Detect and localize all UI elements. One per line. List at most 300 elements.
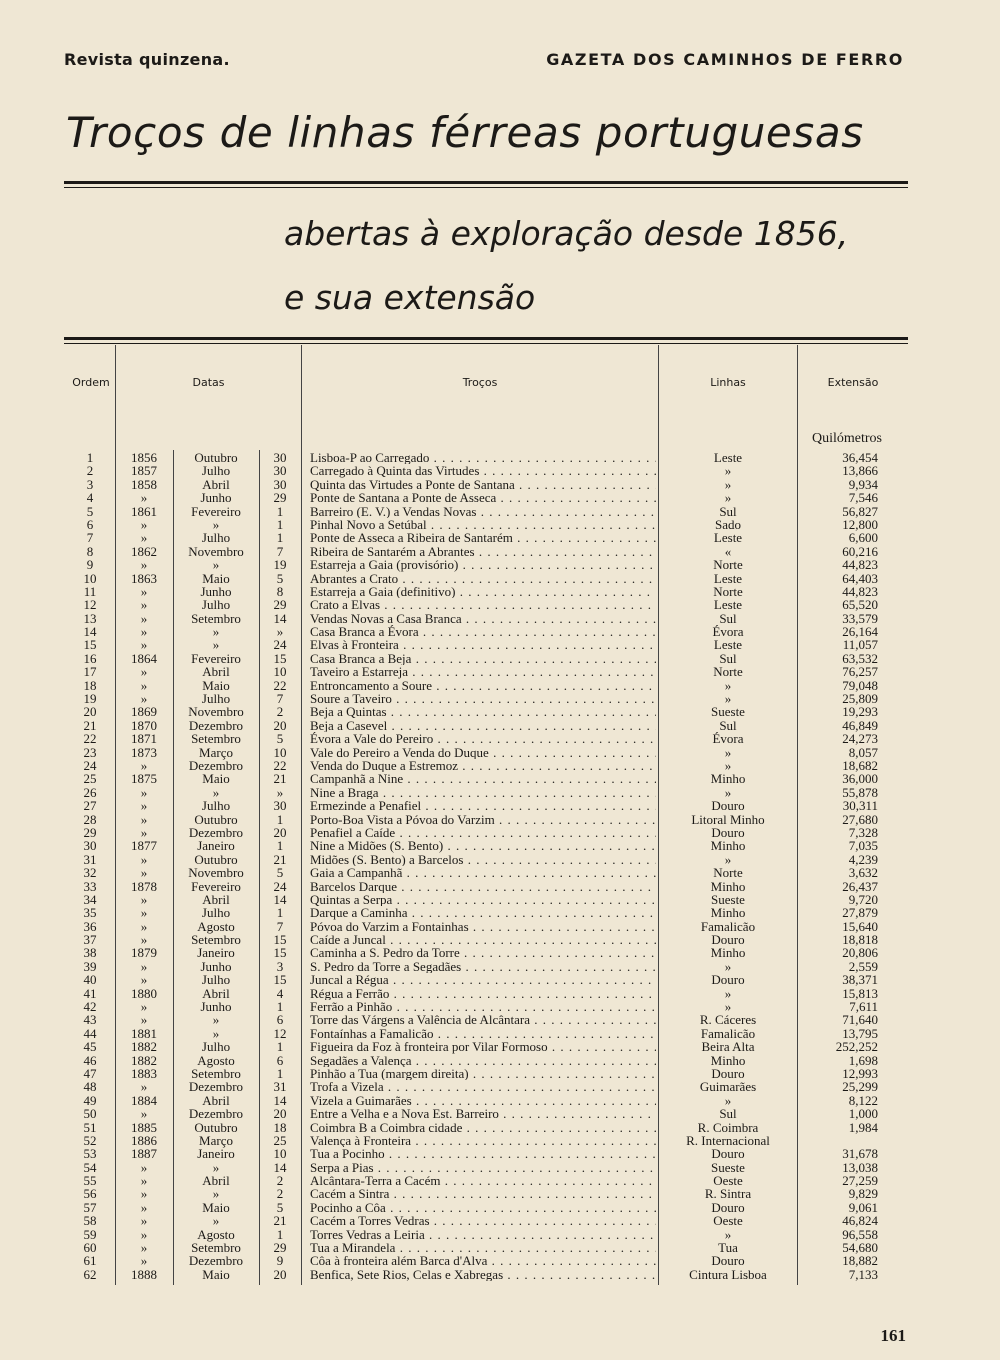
ordem-cell: 10 xyxy=(83,570,97,586)
table-row xyxy=(0,531,1000,544)
troco-cell: Figueira da Foz à fronteira por Vilar Formoso . . . xyxy=(310,1040,656,1053)
ordem-cell: 17 xyxy=(83,664,97,680)
year-cell: 1886 xyxy=(131,1132,157,1148)
troco-cell: Vendas Novas a Casa Branca . . . xyxy=(310,612,656,625)
extensao-cell: 44,823 xyxy=(842,583,878,599)
column-header-linhas: Linhas xyxy=(710,376,746,389)
year-cell: » xyxy=(140,958,148,974)
day-cell: 25 xyxy=(273,1132,287,1148)
table-row xyxy=(0,1013,1000,1026)
table-row xyxy=(0,1201,1000,1214)
linha-cell: Sul xyxy=(719,610,737,626)
month-cell: Julho xyxy=(201,1039,231,1055)
linha-cell: Leste xyxy=(713,530,743,546)
extensao-cell: 30,311 xyxy=(842,798,878,814)
troco-cell: Régua a Ferrão . . . xyxy=(310,987,656,1000)
year-cell: » xyxy=(140,1213,148,1229)
table-row xyxy=(0,853,1000,866)
year-cell: » xyxy=(140,1253,148,1269)
ordem-cell: 25 xyxy=(83,771,97,787)
ordem-cell: 39 xyxy=(83,958,97,974)
linha-cell: » xyxy=(724,1092,732,1108)
table-row xyxy=(0,1268,1000,1281)
troco-cell: Beja a Casevel . . . xyxy=(310,719,656,732)
ordem-cell: 13 xyxy=(83,610,97,626)
troco-cell: Soure a Taveiro . . . xyxy=(310,692,656,705)
extensao-cell: 13,795 xyxy=(842,1025,878,1041)
day-cell: 4 xyxy=(276,985,284,1001)
troco-cell: Nine a Midões (S. Bento) . . . xyxy=(310,839,656,852)
day-cell: 30 xyxy=(273,798,287,814)
day-cell: 1 xyxy=(276,530,284,546)
linha-cell: R. Sintra xyxy=(704,1186,752,1202)
month-cell: Setembro xyxy=(191,731,241,747)
linha-cell: » xyxy=(724,476,732,492)
extensao-cell: 25,809 xyxy=(842,691,878,707)
day-cell: 22 xyxy=(273,677,287,693)
day-cell: 30 xyxy=(273,463,287,479)
day-cell: 15 xyxy=(273,932,287,948)
troco-cell: Vale do Pereiro a Venda do Duque . . . xyxy=(310,746,656,759)
ordem-cell: 35 xyxy=(83,905,97,921)
month-cell: » xyxy=(212,1012,220,1028)
day-cell: 24 xyxy=(273,878,287,894)
year-cell: 1884 xyxy=(131,1092,157,1108)
day-cell: 7 xyxy=(276,918,284,934)
month-cell: » xyxy=(212,624,220,640)
troco-cell: Ferrão a Pinhão . . . xyxy=(310,1000,656,1013)
month-cell: Dezembro xyxy=(188,717,244,733)
linha-cell: Minho xyxy=(710,945,746,961)
day-cell: 1 xyxy=(276,905,284,921)
extensao-cell: 13,866 xyxy=(842,463,878,479)
day-cell: » xyxy=(276,624,284,640)
linha-cell: » xyxy=(724,999,732,1015)
year-cell: » xyxy=(140,851,148,867)
extensao-cell: 15,640 xyxy=(842,918,878,934)
year-cell: » xyxy=(140,1159,148,1175)
linha-cell: Minho xyxy=(710,1052,746,1068)
year-cell: 1857 xyxy=(131,463,157,479)
column-header-trocos: Troços xyxy=(462,376,498,389)
linha-cell: Guimarães xyxy=(699,1079,757,1095)
linha-cell: Norte xyxy=(713,664,743,680)
troco-cell: Porto-Boa Vista a Póvoa do Varzim . . . xyxy=(310,813,656,826)
troco-cell: S. Pedro da Torre a Segadães . . . xyxy=(310,960,656,973)
ordem-cell: 62 xyxy=(83,1266,97,1282)
page-number: 161 xyxy=(880,1326,906,1345)
extensao-cell: 19,293 xyxy=(842,704,878,720)
linha-cell: Oeste xyxy=(713,1173,743,1189)
ordem-cell: 44 xyxy=(83,1025,97,1041)
column-header-ordem: Ordem xyxy=(72,376,110,389)
extensao-cell: 56,827 xyxy=(842,503,878,519)
table-row xyxy=(0,464,1000,477)
year-cell: 1880 xyxy=(131,985,157,1001)
day-cell: 5 xyxy=(276,731,284,747)
day-cell: 14 xyxy=(273,891,287,907)
year-cell: » xyxy=(140,1186,148,1202)
linha-cell: Évora xyxy=(712,624,744,640)
day-cell: 1 xyxy=(276,999,284,1015)
linha-cell: » xyxy=(724,744,732,760)
ordem-cell: 47 xyxy=(83,1065,97,1081)
day-cell: 14 xyxy=(273,1092,287,1108)
ordem-cell: 33 xyxy=(83,878,97,894)
day-cell: 21 xyxy=(273,851,287,867)
table-row xyxy=(0,839,1000,852)
month-cell: Janeiro xyxy=(197,945,235,961)
linha-cell: Douro xyxy=(711,932,745,948)
column-header-extensao: Extensão xyxy=(827,376,879,389)
troco-cell: Estarreja a Gaia (definitivo) . . . xyxy=(310,585,656,598)
year-cell: » xyxy=(140,677,148,693)
day-cell: 29 xyxy=(273,597,287,613)
year-cell: 1864 xyxy=(131,650,157,666)
ordem-cell: 28 xyxy=(83,811,97,827)
linha-cell: » xyxy=(724,985,732,1001)
subtitle-line-1: abertas à exploração desde 1856, xyxy=(284,214,849,253)
troco-cell: Ribeira de Santarém a Abrantes . . . xyxy=(310,545,656,558)
ordem-cell: 6 xyxy=(86,516,94,532)
table-row xyxy=(0,625,1000,638)
extensao-cell: 64,403 xyxy=(842,570,878,586)
ordem-cell: 24 xyxy=(83,757,97,773)
troco-cell: Midões (S. Bento) a Barcelos . . . xyxy=(310,853,656,866)
month-cell: » xyxy=(212,784,220,800)
day-cell: 14 xyxy=(273,1159,287,1175)
month-cell: Julho xyxy=(201,530,231,546)
troco-cell: Casa Branca a Beja . . . xyxy=(310,652,656,665)
year-cell: 1878 xyxy=(131,878,157,894)
table-row xyxy=(0,1067,1000,1080)
table-row xyxy=(0,1121,1000,1134)
day-cell: 14 xyxy=(273,610,287,626)
troco-cell: Carregado à Quinta das Virtudes . . . xyxy=(310,464,656,477)
troco-cell: Caminha a S. Pedro da Torre . . . xyxy=(310,946,656,959)
day-cell: 1 xyxy=(276,503,284,519)
day-cell: 1 xyxy=(276,1039,284,1055)
ordem-cell: 40 xyxy=(83,972,97,988)
table-row xyxy=(0,1174,1000,1187)
year-cell: 1888 xyxy=(131,1266,157,1282)
extensao-cell: 54,680 xyxy=(842,1240,878,1256)
ordem-cell: 1 xyxy=(86,450,94,465)
year-cell: 1883 xyxy=(131,1065,157,1081)
month-cell: Setembro xyxy=(191,1065,241,1081)
ordem-cell: 56 xyxy=(83,1186,97,1202)
extensao-cell: 11,057 xyxy=(842,637,878,653)
table-row xyxy=(0,866,1000,879)
title-rule-thin xyxy=(64,187,908,188)
troco-cell: Coimbra B a Coimbra cidade . . . xyxy=(310,1121,656,1134)
linha-cell: R. Coimbra xyxy=(697,1119,759,1135)
year-cell: 1862 xyxy=(131,543,157,559)
month-cell: Junho xyxy=(200,490,232,506)
month-cell: Dezembro xyxy=(188,757,244,773)
troco-cell: Pocinho a Côa . . . xyxy=(310,1201,656,1214)
table-row xyxy=(0,598,1000,611)
table-row xyxy=(0,906,1000,919)
table-row xyxy=(0,880,1000,893)
table-row xyxy=(0,518,1000,531)
troco-cell: Entroncamento a Soure . . . xyxy=(310,679,656,692)
linha-cell: Sul xyxy=(719,650,737,666)
extensao-cell: 7,035 xyxy=(848,838,878,854)
month-cell: » xyxy=(212,1025,220,1041)
month-cell: Abril xyxy=(202,1092,230,1108)
day-cell: 22 xyxy=(273,757,287,773)
ordem-cell: 50 xyxy=(83,1106,97,1122)
linha-cell: » xyxy=(724,463,732,479)
day-cell: 8 xyxy=(276,583,284,599)
extensao-cell: 18,818 xyxy=(842,932,878,948)
month-cell: Abril xyxy=(202,985,230,1001)
day-cell: 24 xyxy=(273,637,287,653)
month-cell: Fevereiro xyxy=(191,878,241,894)
troco-cell: Entre a Velha e a Nova Est. Barreiro . . . xyxy=(310,1107,656,1120)
year-cell: » xyxy=(140,824,148,840)
ordem-cell: 3 xyxy=(86,476,94,492)
ordem-cell: 9 xyxy=(86,557,94,573)
table-row xyxy=(0,652,1000,665)
extensao-cell: 12,993 xyxy=(842,1065,878,1081)
year-cell: » xyxy=(140,610,148,626)
troco-cell: Ponte de Asseca a Ribeira de Santarém . . . xyxy=(310,531,656,544)
table-row xyxy=(0,732,1000,745)
day-cell: 20 xyxy=(273,1106,287,1122)
year-cell: » xyxy=(140,597,148,613)
year-cell: 1882 xyxy=(131,1039,157,1055)
day-cell: 1 xyxy=(276,1065,284,1081)
linha-cell: Leste xyxy=(713,637,743,653)
table-row xyxy=(0,1080,1000,1093)
year-cell: » xyxy=(140,784,148,800)
ordem-cell: 16 xyxy=(83,650,97,666)
extensao-cell: 9,720 xyxy=(848,891,878,907)
troco-cell: Lisboa-P ao Carregado . . . xyxy=(310,451,656,464)
year-cell: 1858 xyxy=(131,476,157,492)
linha-cell: » xyxy=(724,958,732,974)
linha-cell: Leste xyxy=(713,570,743,586)
troco-cell: Segadães a Valença . . . xyxy=(310,1054,656,1067)
sections-table xyxy=(0,451,1000,1281)
table-row xyxy=(0,1054,1000,1067)
linha-cell: Litoral Minho xyxy=(691,811,765,827)
troco-cell: Quinta das Virtudes a Ponte de Santana . . . xyxy=(310,478,656,491)
ordem-cell: 52 xyxy=(83,1132,97,1148)
extensao-cell: 71,640 xyxy=(842,1012,878,1028)
day-cell: 5 xyxy=(276,865,284,881)
year-cell: 1870 xyxy=(131,717,157,733)
linha-cell: Douro xyxy=(711,1253,745,1269)
table-row xyxy=(0,665,1000,678)
month-cell: » xyxy=(212,516,220,532)
extensao-cell: 1,000 xyxy=(848,1106,878,1122)
extensao-cell: 65,520 xyxy=(842,597,878,613)
month-cell: Agosto xyxy=(197,1052,235,1068)
linha-cell: » xyxy=(724,691,732,707)
month-cell: Março xyxy=(199,1132,233,1148)
year-cell: » xyxy=(140,865,148,881)
year-cell: » xyxy=(140,1012,148,1028)
linha-cell: Sul xyxy=(719,1106,737,1122)
troco-cell: Barcelos Darque . . . xyxy=(310,880,656,893)
month-cell: Abril xyxy=(202,476,230,492)
extensao-cell: 7,133 xyxy=(848,1266,878,1282)
extensao-cell: 24,273 xyxy=(842,731,878,747)
month-cell: Setembro xyxy=(191,1240,241,1256)
day-cell: 18 xyxy=(273,1119,287,1135)
month-cell: Maio xyxy=(202,570,230,586)
ordem-cell: 20 xyxy=(83,704,97,720)
linha-cell: Norte xyxy=(713,865,743,881)
year-cell: 1871 xyxy=(131,731,157,747)
linha-cell: Tua xyxy=(718,1240,738,1256)
troco-cell: Cacém a Sintra . . . xyxy=(310,1187,656,1200)
ordem-cell: 43 xyxy=(83,1012,97,1028)
troco-cell: Crato a Elvas . . . xyxy=(310,598,656,611)
month-cell: » xyxy=(212,1186,220,1202)
day-cell: 1 xyxy=(276,1226,284,1242)
linha-cell: Sueste xyxy=(711,1159,745,1175)
linha-cell: Douro xyxy=(711,798,745,814)
extensao-cell: 9,829 xyxy=(848,1186,878,1202)
day-cell: 10 xyxy=(273,744,287,760)
month-cell: Setembro xyxy=(191,932,241,948)
year-cell: » xyxy=(140,1240,148,1256)
ordem-cell: 53 xyxy=(83,1146,97,1162)
troco-cell: Évora a Vale do Pereiro . . . xyxy=(310,732,656,745)
page-title: Troços de linhas férreas portuguesas xyxy=(66,108,864,157)
extensao-cell: 76,257 xyxy=(842,664,878,680)
ordem-cell: 19 xyxy=(83,691,97,707)
table-row xyxy=(0,679,1000,692)
day-cell: 29 xyxy=(273,1240,287,1256)
publication-frequency: Revista quinzena. xyxy=(64,50,230,69)
extensao-cell: 9,934 xyxy=(848,476,878,492)
ordem-cell: 21 xyxy=(83,717,97,733)
troco-cell: Darque a Caminha . . . xyxy=(310,906,656,919)
troco-cell: Taveiro a Estarreja . . . xyxy=(310,665,656,678)
linha-cell: Sul xyxy=(719,717,737,733)
table-row xyxy=(0,973,1000,986)
linha-cell: Minho xyxy=(710,771,746,787)
day-cell: 12 xyxy=(273,1025,287,1041)
linha-cell: Douro xyxy=(711,972,745,988)
linha-cell: » xyxy=(724,851,732,867)
linha-cell: Norte xyxy=(713,557,743,573)
month-cell: Setembro xyxy=(191,610,241,626)
ordem-cell: 45 xyxy=(83,1039,97,1055)
troco-cell: Alcântara-Terra a Cacém . . . xyxy=(310,1174,656,1187)
linha-cell: R. Cáceres xyxy=(699,1012,757,1028)
day-cell: 21 xyxy=(273,1213,287,1229)
year-cell: 1861 xyxy=(131,503,157,519)
day-cell: 1 xyxy=(276,516,284,532)
table-row xyxy=(0,746,1000,759)
linha-cell: Sado xyxy=(715,516,741,532)
month-cell: Dezembro xyxy=(188,824,244,840)
extension-unit-label: Quilómetros xyxy=(812,431,882,446)
ordem-cell: 27 xyxy=(83,798,97,814)
ordem-cell: 5 xyxy=(86,503,94,519)
year-cell: » xyxy=(140,637,148,653)
extensao-cell: 31,678 xyxy=(842,1146,878,1162)
day-cell: 2 xyxy=(276,1186,284,1202)
month-cell: Abril xyxy=(202,891,230,907)
troco-cell: Estarreja a Gaia (provisório) . . . xyxy=(310,558,656,571)
day-cell: 5 xyxy=(276,1199,284,1215)
linha-cell: Leste xyxy=(713,597,743,613)
table-row xyxy=(0,987,1000,1000)
year-cell: » xyxy=(140,891,148,907)
month-cell: Julho xyxy=(201,905,231,921)
year-cell: » xyxy=(140,583,148,599)
troco-cell: Fontaínhas a Famalicão . . . xyxy=(310,1027,656,1040)
ordem-cell: 8 xyxy=(86,543,94,559)
linha-cell: « xyxy=(724,543,732,559)
extensao-cell: 38,371 xyxy=(842,972,878,988)
table-row xyxy=(0,1000,1000,1013)
extensao-cell: 4,239 xyxy=(848,851,878,867)
day-cell: 10 xyxy=(273,1146,287,1162)
month-cell: Maio xyxy=(202,1266,230,1282)
month-cell: Novembro xyxy=(188,543,244,559)
year-cell: » xyxy=(140,1199,148,1215)
linha-cell: » xyxy=(724,490,732,506)
extensao-cell: 26,437 xyxy=(842,878,878,894)
troco-cell: Penafiel a Caíde . . . xyxy=(310,826,656,839)
year-cell: 1856 xyxy=(131,450,157,465)
table-row xyxy=(0,638,1000,651)
month-cell: Outubro xyxy=(194,851,238,867)
ordem-cell: 48 xyxy=(83,1079,97,1095)
table-row xyxy=(0,1147,1000,1160)
month-cell: Agosto xyxy=(197,1226,235,1242)
extensao-cell: 20,806 xyxy=(842,945,878,961)
month-cell: Dezembro xyxy=(188,1253,244,1269)
year-cell: » xyxy=(140,999,148,1015)
troco-cell: Valença à Fronteira . . . xyxy=(310,1134,656,1147)
day-cell: 6 xyxy=(276,1052,284,1068)
ordem-cell: 54 xyxy=(83,1159,97,1175)
month-cell: Maio xyxy=(202,1199,230,1215)
ordem-cell: 58 xyxy=(83,1213,97,1229)
ordem-cell: 51 xyxy=(83,1119,97,1135)
table-row xyxy=(0,1107,1000,1120)
table-row xyxy=(0,759,1000,772)
extensao-cell: 27,259 xyxy=(842,1173,878,1189)
table-row xyxy=(0,1187,1000,1200)
table-row xyxy=(0,893,1000,906)
month-cell: Julho xyxy=(201,597,231,613)
linha-cell: Leste xyxy=(713,450,743,465)
year-cell: 1879 xyxy=(131,945,157,961)
extensao-cell: 27,680 xyxy=(842,811,878,827)
month-cell: Abril xyxy=(202,664,230,680)
extensao-cell: 60,216 xyxy=(842,543,878,559)
year-cell: 1877 xyxy=(131,838,157,854)
linha-cell: Douro xyxy=(711,1199,745,1215)
table-row xyxy=(0,933,1000,946)
ordem-cell: 29 xyxy=(83,824,97,840)
month-cell: Janeiro xyxy=(197,1146,235,1162)
month-cell: Junho xyxy=(200,999,232,1015)
extensao-cell: 9,061 xyxy=(848,1199,878,1215)
day-cell: 31 xyxy=(273,1079,287,1095)
ordem-cell: 60 xyxy=(83,1240,97,1256)
